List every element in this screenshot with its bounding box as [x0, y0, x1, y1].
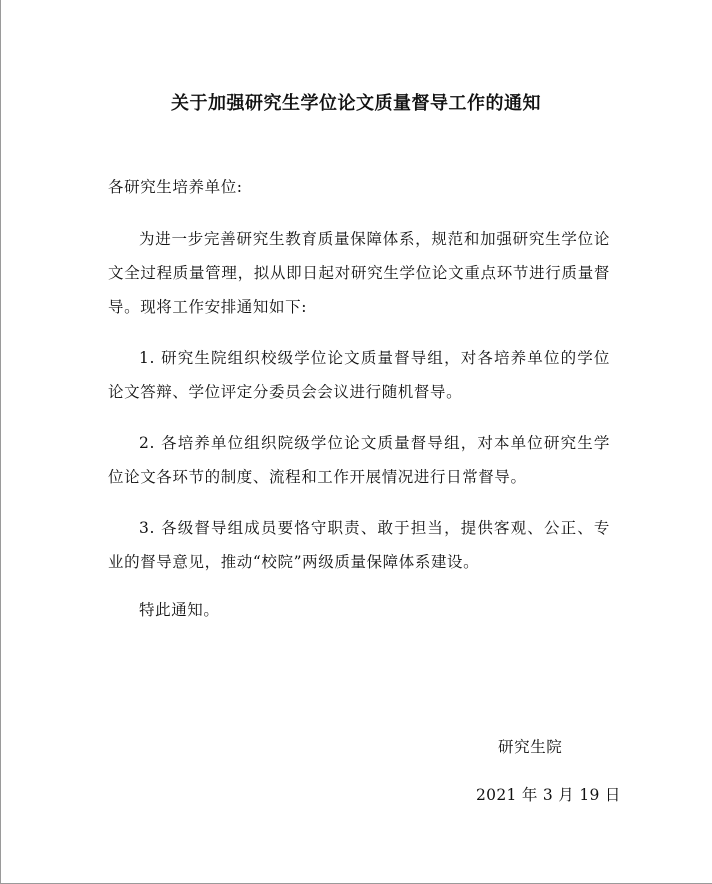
document-title: 关于加强研究生学位论文质量督导工作的通知	[171, 93, 541, 114]
list-item: 3. 各级督导组成员要恪守职责、敢于担当，提供客观、公正、专业的督导意见，推动“校院”两级质量保障体系建设。	[108, 519, 610, 571]
signature-date: 2021 年 3 月 19 日	[476, 786, 621, 804]
signature-department: 研究生院	[498, 738, 563, 756]
salutation: 各研究生培养单位:	[108, 178, 243, 196]
closing-remark: 特此通知。	[139, 601, 220, 619]
intro-paragraph: 为进一步完善研究生教育质量保障体系，规范和加强研究生学位论文全过程质量管理，拟从即日起对研究生学位论文重点环节进行质量督导。现将工作安排通知如下:	[108, 230, 610, 316]
page-left-edge	[0, 0, 1, 884]
list-item: 2. 各培养单位组织院级学位论文质量督导组，对本单位研究生学位论文各环节的制度、流程和工作开展情况进行日常督导。	[108, 434, 610, 486]
list-item: 1. 研究生院组织校级学位论文质量督导组，对各培养单位的学位论文答辩、学位评定分委员会会议进行随机督导。	[108, 349, 610, 401]
